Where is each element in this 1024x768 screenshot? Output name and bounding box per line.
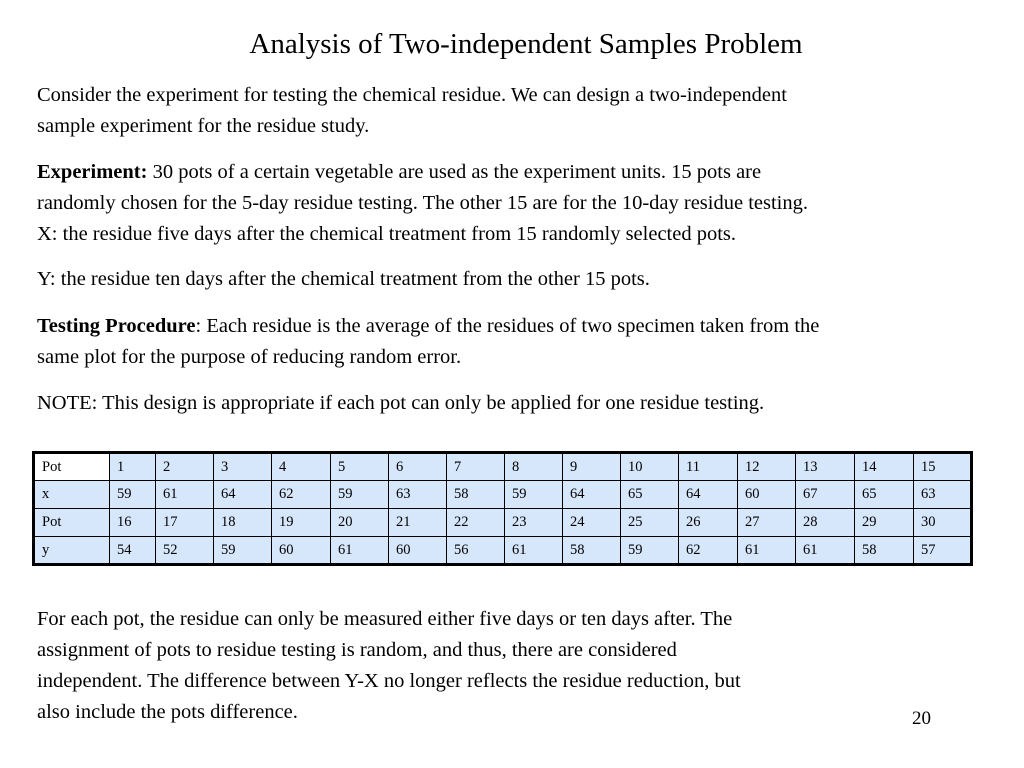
table-cell: 25 (621, 509, 679, 537)
table-body (34, 453, 972, 565)
table-cell: 20 (331, 509, 389, 537)
table-cell: 29 (855, 509, 914, 537)
table-cell: 5 (331, 453, 389, 481)
table-cell: 13 (796, 453, 855, 481)
conclusion-line-4: also include the pots difference. (37, 701, 298, 723)
x-definition: X: the residue five days after the chemical treatment from 15 randomly selected pots. (37, 223, 737, 245)
testing-procedure-line-1 (37, 311, 1017, 342)
table-cell: 63 (389, 481, 447, 509)
table-cell: 59 (505, 481, 563, 509)
testing-procedure-label: Testing Procedure (37, 315, 196, 337)
table-cell: 57 (914, 537, 972, 565)
conclusion-line-3: independent. The difference between Y-X no longer reflects the residue reduction, but (37, 670, 741, 692)
table-row (34, 481, 972, 509)
table-cell: 19 (272, 509, 331, 537)
experiment-line-2: randomly chosen for the 5-day residue testing. The other 15 are for the 10-day residue testing. (37, 192, 808, 214)
residue-data-table (32, 451, 973, 566)
table-cell: 56 (447, 537, 505, 565)
table-cell: 60 (738, 481, 796, 509)
table-row (34, 537, 972, 565)
table-cell: 9 (563, 453, 621, 481)
table-cell: 23 (505, 509, 563, 537)
table-cell: 22 (447, 509, 505, 537)
experiment-label: Experiment: (37, 161, 148, 183)
table-cell: 52 (156, 537, 214, 565)
table-cell: 12 (738, 453, 796, 481)
conclusion-paragraph (37, 604, 1017, 728)
table-cell: 6 (389, 453, 447, 481)
table-cell: 64 (563, 481, 621, 509)
table-cell: 4 (272, 453, 331, 481)
table-cell: 58 (563, 537, 621, 565)
table-cell: 7 (447, 453, 505, 481)
table-cell: 59 (621, 537, 679, 565)
table-cell: 65 (855, 481, 914, 509)
table-cell: 21 (389, 509, 447, 537)
testing-procedure-paragraph (37, 311, 1017, 373)
table-row (34, 453, 972, 481)
table-cell: 61 (505, 537, 563, 565)
table-cell: 60 (389, 537, 447, 565)
table-cell: 61 (331, 537, 389, 565)
intro-line-1: Consider the experiment for testing the chemical residue. We can design a two-independent (37, 84, 787, 106)
table-cell: 58 (855, 537, 914, 565)
experiment-paragraph (37, 157, 1017, 250)
table-cell: 59 (110, 481, 156, 509)
table-cell: 24 (563, 509, 621, 537)
table-cell: 8 (505, 453, 563, 481)
table-cell: 61 (156, 481, 214, 509)
table-cell: 26 (679, 509, 738, 537)
table-cell: 16 (110, 509, 156, 537)
conclusion-line-1: For each pot, the residue can only be measured either five days or ten days after. The (37, 608, 733, 630)
intro-paragraph (37, 80, 1017, 142)
table-cell: 30 (914, 509, 972, 537)
row-header-cell: Pot (34, 453, 110, 481)
testing-procedure-text-1: : Each residue is the average of the residues of two specimen taken from the (195, 315, 820, 337)
table-cell: 59 (214, 537, 272, 565)
table-cell: 62 (679, 537, 738, 565)
table-cell: 63 (914, 481, 972, 509)
row-header-cell: Pot (34, 509, 110, 537)
table-cell: 64 (679, 481, 738, 509)
table-cell: 17 (156, 509, 214, 537)
table-row (34, 509, 972, 537)
table-cell: 2 (156, 453, 214, 481)
table-cell: 62 (272, 481, 331, 509)
table-cell: 10 (621, 453, 679, 481)
table-cell: 27 (738, 509, 796, 537)
table-cell: 54 (110, 537, 156, 565)
intro-line-2: sample experiment for the residue study. (37, 115, 370, 137)
table-cell: 11 (679, 453, 738, 481)
table-cell: 14 (855, 453, 914, 481)
conclusion-line-2: assignment of pots to residue testing is random, and thus, there are considered (37, 639, 677, 661)
table-cell: 28 (796, 509, 855, 537)
note-paragraph: NOTE: This design is appropriate if each pot can only be applied for one residue testing. (37, 392, 765, 414)
table-cell: 59 (331, 481, 389, 509)
page-number: 20 (912, 708, 931, 729)
experiment-line-1 (37, 157, 1017, 188)
table-cell: 67 (796, 481, 855, 509)
table-cell: 1 (110, 453, 156, 481)
table-cell: 15 (914, 453, 972, 481)
testing-procedure-line-2: same plot for the purpose of reducing random error. (37, 346, 462, 368)
table-cell: 64 (214, 481, 272, 509)
table-cell: 58 (447, 481, 505, 509)
table-cell: 61 (738, 537, 796, 565)
y-definition: Y: the residue ten days after the chemical treatment from the other 15 pots. (37, 268, 650, 290)
table-cell: 65 (621, 481, 679, 509)
slide-title: Analysis of Two-independent Samples Problem (249, 28, 803, 60)
experiment-text-1: 30 pots of a certain vegetable are used as the experiment units. 15 pots are (147, 161, 762, 183)
table-cell: 18 (214, 509, 272, 537)
table-cell: 60 (272, 537, 331, 565)
row-header-cell: y (34, 537, 110, 565)
table-cell: 3 (214, 453, 272, 481)
table-cell: 61 (796, 537, 855, 565)
row-header-cell: x (34, 481, 110, 509)
